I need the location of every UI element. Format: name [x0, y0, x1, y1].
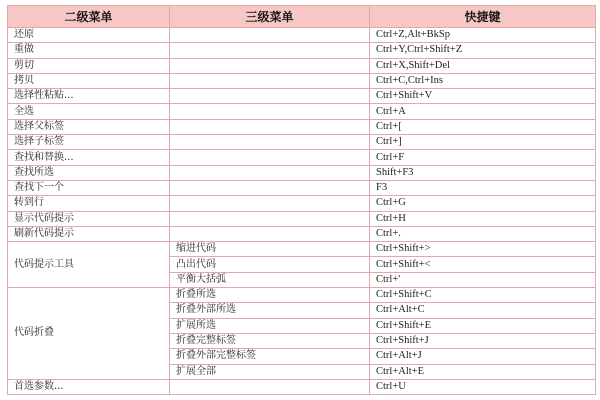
- shortcut-cell: Ctrl+G: [370, 196, 596, 211]
- table-row: [8, 104, 596, 119]
- third-menu-cell: 扩展所选: [170, 318, 370, 333]
- shortcut-cell: Ctrl+': [370, 272, 596, 287]
- submenu-cell: 选择父标签: [8, 119, 170, 134]
- table-row: [8, 288, 596, 303]
- shortcut-cell: Ctrl+U: [370, 379, 596, 394]
- third-menu-cell: [170, 196, 370, 211]
- third-menu-cell: [170, 43, 370, 58]
- shortcut-cell: Ctrl+H: [370, 211, 596, 226]
- submenu-cell: 拷贝: [8, 73, 170, 88]
- table-row: [8, 119, 596, 134]
- shortcut-cell: Ctrl+Alt+J: [370, 349, 596, 364]
- third-menu-cell: [170, 58, 370, 73]
- submenu-cell: 转到行: [8, 196, 170, 211]
- shortcut-cell: Ctrl+Shift+C: [370, 288, 596, 303]
- table-row: [8, 211, 596, 226]
- third-menu-cell: [170, 89, 370, 104]
- shortcut-cell: Ctrl+Shift+E: [370, 318, 596, 333]
- table-row: [8, 135, 596, 150]
- third-menu-cell: [170, 104, 370, 119]
- header-submenu: 二级菜单: [8, 6, 170, 28]
- third-menu-cell: 折叠外部完整标签: [170, 349, 370, 364]
- table-row: [8, 150, 596, 165]
- third-menu-cell: [170, 73, 370, 88]
- third-menu-cell: [170, 226, 370, 241]
- shortcut-cell: Ctrl+.: [370, 226, 596, 241]
- shortcut-cell: Ctrl+A: [370, 104, 596, 119]
- third-menu-cell: 折叠所选: [170, 288, 370, 303]
- submenu-cell: 选择性粘贴...: [8, 89, 170, 104]
- table-row: [8, 73, 596, 88]
- shortcut-cell: Ctrl+X,Shift+Del: [370, 58, 596, 73]
- table-row: [8, 196, 596, 211]
- shortcut-cell: F3: [370, 180, 596, 195]
- submenu-cell: 首选参数...: [8, 379, 170, 394]
- submenu-group-cell: 代码提示工具: [8, 242, 170, 288]
- third-menu-cell: 扩展全部: [170, 364, 370, 379]
- table-row: [8, 242, 596, 257]
- table-row: [8, 226, 596, 241]
- shortcut-cell: Ctrl+Shift+V: [370, 89, 596, 104]
- submenu-cell: 刷新代码提示: [8, 226, 170, 241]
- table-row: [8, 89, 596, 104]
- third-menu-cell: [170, 211, 370, 226]
- header-third-menu: 三级菜单: [170, 6, 370, 28]
- third-menu-cell: [170, 119, 370, 134]
- shortcut-cell: Ctrl+Y,Ctrl+Shift+Z: [370, 43, 596, 58]
- shortcut-table-wrapper: [7, 5, 595, 395]
- third-menu-cell: 凸出代码: [170, 257, 370, 272]
- submenu-cell: 查找下一个: [8, 180, 170, 195]
- table-row: [8, 43, 596, 58]
- submenu-cell: 查找所选: [8, 165, 170, 180]
- shortcut-cell: Ctrl+Alt+C: [370, 303, 596, 318]
- shortcut-cell: Ctrl+Shift+<: [370, 257, 596, 272]
- submenu-cell: 剪切: [8, 58, 170, 73]
- header-shortcut: 快捷键: [370, 6, 596, 28]
- submenu-cell: 重做: [8, 43, 170, 58]
- third-menu-cell: 折叠外部所选: [170, 303, 370, 318]
- submenu-cell: 还原: [8, 28, 170, 43]
- submenu-group-cell: 代码折叠: [8, 288, 170, 380]
- third-menu-cell: [170, 379, 370, 394]
- submenu-cell: 显示代码提示: [8, 211, 170, 226]
- third-menu-cell: 平衡大括弧: [170, 272, 370, 287]
- table-row: [8, 379, 596, 394]
- shortcut-cell: Ctrl+]: [370, 135, 596, 150]
- shortcut-cell: Ctrl+[: [370, 119, 596, 134]
- third-menu-cell: [170, 135, 370, 150]
- table-row: [8, 165, 596, 180]
- third-menu-cell: 缩进代码: [170, 242, 370, 257]
- shortcut-cell: Shift+F3: [370, 165, 596, 180]
- shortcut-cell: Ctrl+Shift+J: [370, 333, 596, 348]
- submenu-cell: 选择子标签: [8, 135, 170, 150]
- shortcut-cell: Ctrl+F: [370, 150, 596, 165]
- third-menu-cell: 折叠完整标签: [170, 333, 370, 348]
- shortcut-cell: Ctrl+C,Ctrl+Ins: [370, 73, 596, 88]
- table-row: [8, 28, 596, 43]
- table-header-row: [8, 6, 596, 28]
- table-row: [8, 180, 596, 195]
- shortcut-cell: Ctrl+Z,Alt+BkSp: [370, 28, 596, 43]
- table-row: [8, 58, 596, 73]
- shortcut-table: [7, 5, 596, 395]
- shortcut-cell: Ctrl+Alt+E: [370, 364, 596, 379]
- third-menu-cell: [170, 150, 370, 165]
- submenu-cell: 全选: [8, 104, 170, 119]
- third-menu-cell: [170, 180, 370, 195]
- third-menu-cell: [170, 165, 370, 180]
- third-menu-cell: [170, 28, 370, 43]
- shortcut-cell: Ctrl+Shift+>: [370, 242, 596, 257]
- submenu-cell: 查找和替换...: [8, 150, 170, 165]
